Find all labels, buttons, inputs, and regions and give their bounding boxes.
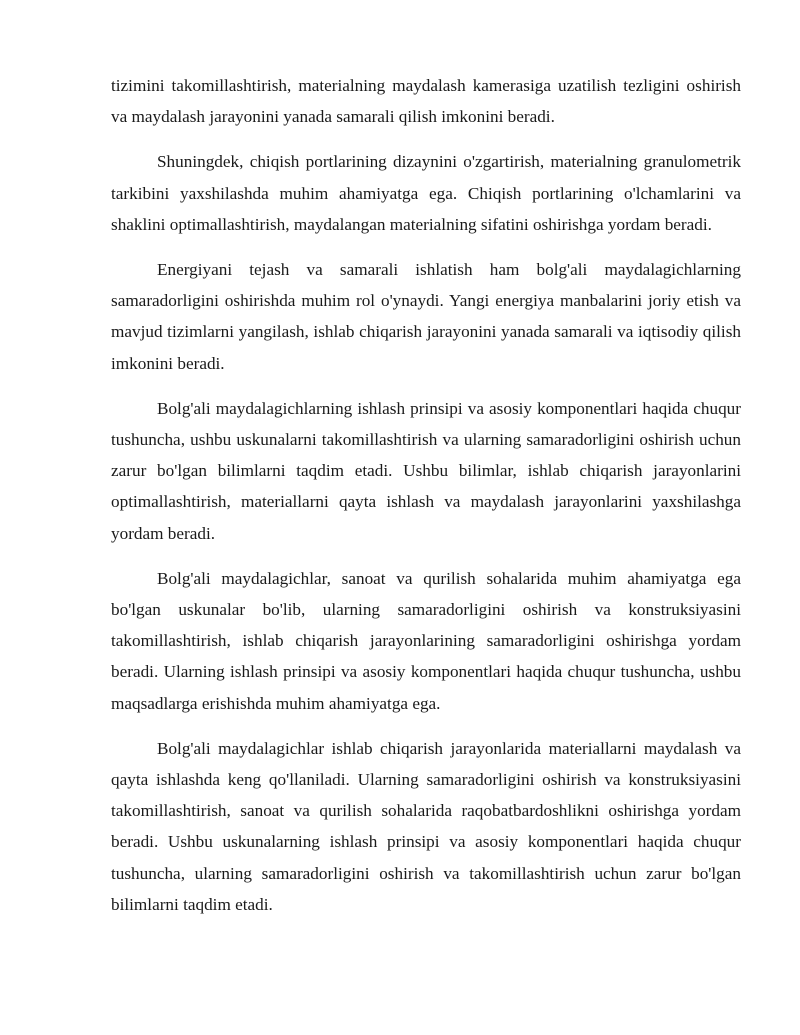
paragraph-6: Bolg'ali maydalagichlar ishlab chiqarish jarayonlarida materiallarni maydalash va qayta ishlashda keng qo'llaniladi. Ularning samaradorligini oshirish va konstruksiyasini takomillashtirish, sanoat va qurilish sohalarida raqobatbardoshlikni oshirishga yordam beradi. Ushbu uskunalarning ishlash prinsipi va asosiy komponentlari haqida chuqur tushuncha, ularning samaradorligini oshirish va takomillashtirish uchun zarur bo'lgan bilimlarni taqdim etadi.: [111, 738, 741, 914]
paragraph-2: Shuningdek, chiqish portlarining dizaynini o'zgartirish, materialning granulometrik tarkibini yaxshilashda muhim ahamiyatga ega. Chiqish portlarining o'lchamlarini va shaklini optimallashtirish, maydalangan materialning sifatini oshirishga yordam beradi.: [111, 152, 741, 234]
paragraph-3: Energiyani tejash va samarali ishlatish ham bolg'ali maydalagichlarning samaradorligini oshirishda muhim rol o'ynaydi. Yangi energiya manbalarini joriy etish va mavjud tizimlarni yangilash, ishlab chiqarish jarayonini yanada samarali va iqtisodiy qilish imkonini beradi.: [111, 260, 741, 373]
paragraph-1: tizimini takomillashtirish, materialning maydalash kamerasiga uzatilish tezligini oshirish va maydalash jarayonini yanada samarali qilish imkonini beradi.: [111, 76, 741, 127]
paragraph-5: Bolg'ali maydalagichlar, sanoat va qurilish sohalarida muhim ahamiyatga ega bo'lgan uskunalar bo'lib, ularning samaradorligini oshirish va konstruksiyasini takomillashtirish, ishlab chiqarish jarayonlarining samaradorligini oshirishga yordam beradi. Ularning ishlash prinsipi va asosiy komponentlari haqida chuqur tushuncha, ushbu maqsadlarga erishishda muhim ahamiyatga ega.: [111, 568, 741, 713]
paragraph-4: Bolg'ali maydalagichlarning ishlash prinsipi va asosiy komponentlari haqida chuqur tushuncha, ushbu uskunalarni takomillashtirish va ularning samaradorligini oshirish uchun zarur bo'lgan bilimlarni taqdim etadi. Ushbu bilimlar, ishlab chiqarish jarayonlarini optimallashtirish, materiallarni qayta ishlash va maydalash jarayonlarini yaxshilashga yordam beradi.: [111, 398, 741, 543]
document-page: [111, 70, 741, 934]
